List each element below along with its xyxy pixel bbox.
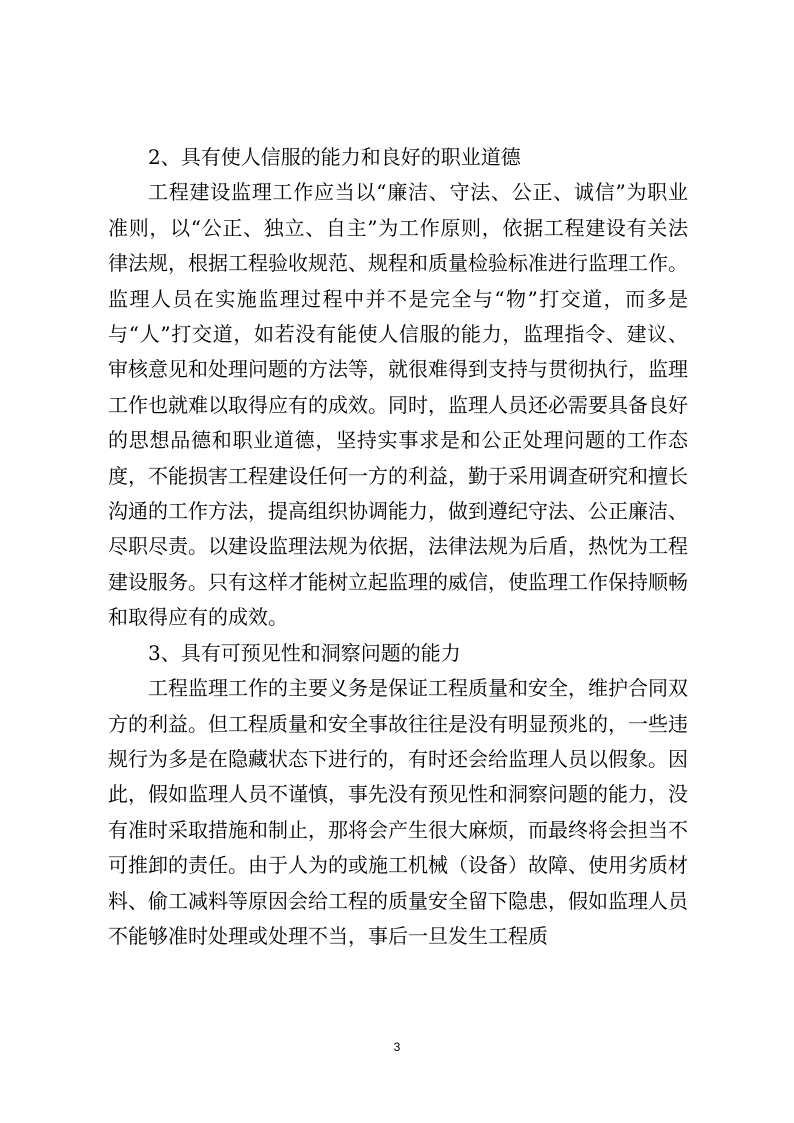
section-body-3: [108, 671, 688, 954]
page-number: 3: [393, 1040, 401, 1054]
section-heading-2: 2、具有使人信服的能力和良好的职业道德: [148, 145, 521, 169]
document-body: [108, 140, 688, 954]
paragraph-ethics: 工程建设监理工作应当以“廉洁、守法、公正、诚信”为职业准则，以“公正、独立、自主”为工作原则，依据工程建设有关法律法规，根据工程验收规范、规程和质量检验标准进行监理工作。监理人员在实施监理过程中并不是完全与“物”打交道，而多是与“人”打交道，如若没有能使人信服的能力，监理指令、建议、审核意见和处理问题的方法等，就很难得到支持与贯彻执行，监理工作也就难以取得应有的成效。同时，监理人员还必需要具备良好的思想品德和职业道德，坚持实事求是和公正处理问题的工作态度，不能损害工程建设任何一方的利益，勤于采用调查研究和擅长沟通的工作方法，提高组织协调能力，做到遵纪守法、公正廉洁、尽职尽责。以建设监理法规为依据，法律法规为后盾，热忱为工程建设服务。只有这样才能树立起监理的威信，使监理工作保持顺畅和取得应有的成效。: [108, 180, 688, 630]
paragraph-foresight: 工程监理工作的主要义务是保证工程质量和安全，维护合同双方的利益。但工程质量和安全事故往往是没有明显预兆的，一些违规行为多是在隐藏状态下进行的，有时还会给监理人员以假象。因此，假如监理人员不谨慎，事先没有预见性和洞察问题的能力，没有准时采取措施和制止，那将会产生很大麻烦，而最终将会担当不可推卸的责任。由于人为的或施工机械（设备）故障、使用劣质材料、偷工减料等原因会给工程的质量安全留下隐患，假如监理人员不能够准时处理或处理不当，事后一旦发生工程质: [108, 676, 688, 948]
section-heading-3: 3、具有可预见性和洞察问题的能力: [148, 640, 461, 665]
section-body-2: [108, 175, 688, 635]
